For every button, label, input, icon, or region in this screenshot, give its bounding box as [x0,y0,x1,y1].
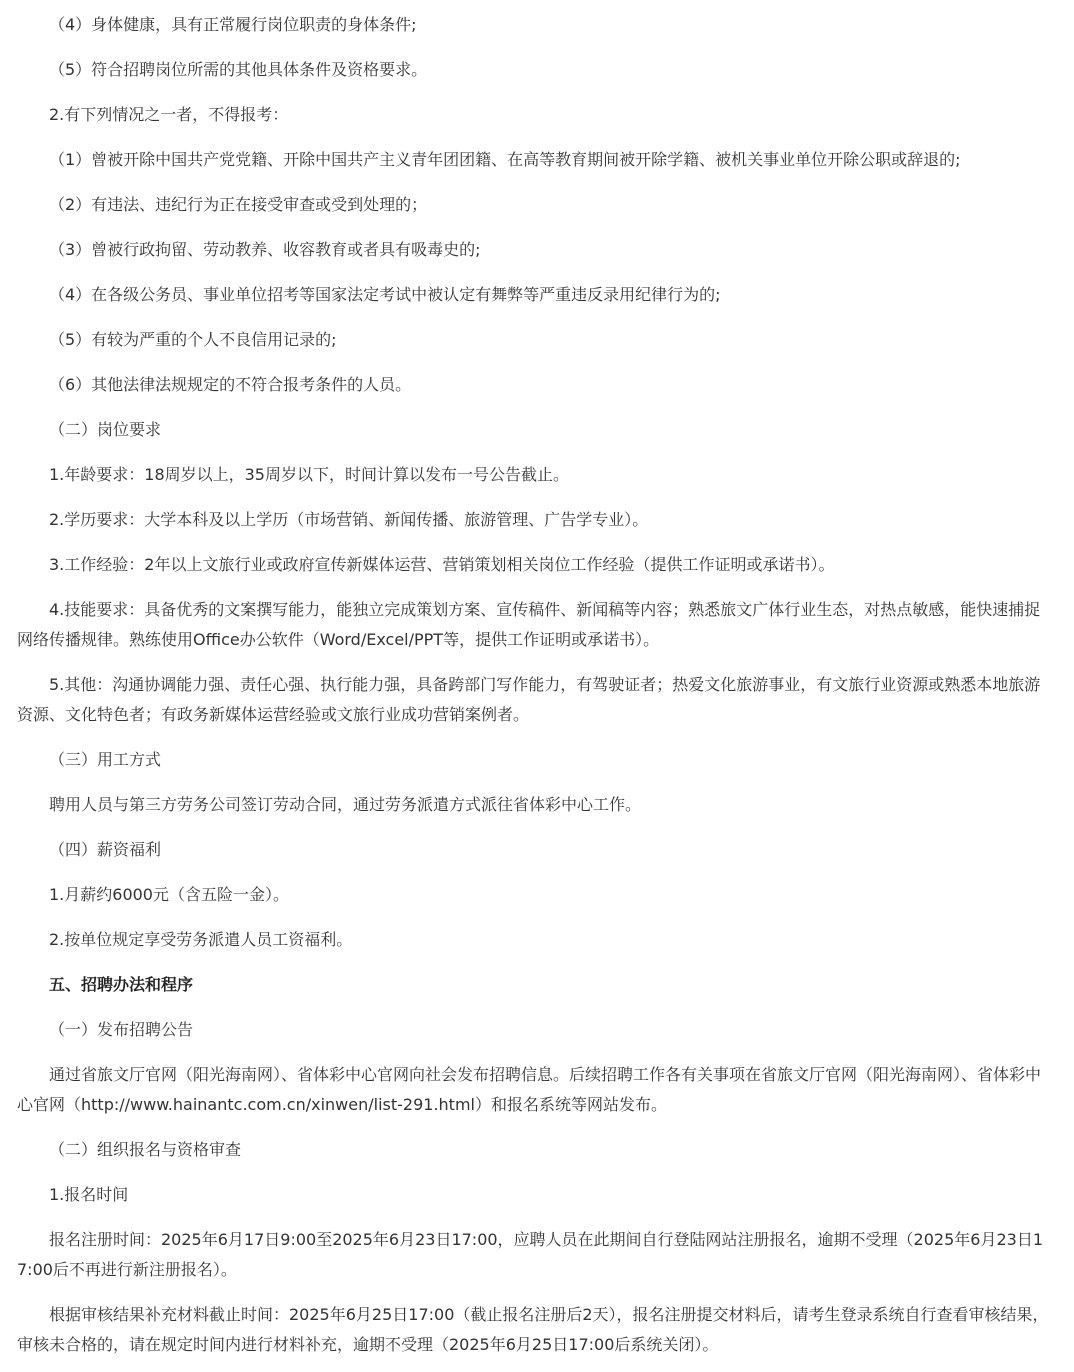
disqualification-item-2: （2）有违法、违纪行为正在接受审查或受到处理的； [49,195,428,214]
subsection-registration-review: （二）组织报名与资格审查 [49,1140,242,1159]
requirement-health: （4）身体健康，具有正常履行岗位职责的身体条件; [49,15,417,34]
requirement-skills: 4.技能要求：具备优秀的文案撰写能力，能独立完成策划方案、宣传稿件、新闻稿等内容；熟悉旅文广体行业生态，对热点敏感，能快速捕捉网络传播规律。熟练使用Office办公软件（Word/Excel/PPT等，提供工作证明或承诺书）。 [17,600,1041,649]
disqualification-item-6: （6）其他法律法规规定的不符合报考条件的人员。 [49,375,412,394]
requirement-age: 1.年龄要求：18周岁以上，35周岁以下，时间计算以发布一号公告截止。 [49,465,569,484]
salary-benefits: 2.按单位规定享受劳务派遣人员工资福利。 [49,930,353,949]
section-recruitment-procedure: 五、招聘办法和程序 [49,975,194,994]
subsection-publish-notice: （一）发布招聘公告 [49,1020,194,1039]
registration-time-text: 报名注册时间：2025年6月17日9:00至2025年6月23日17:00，应聘人员在此期间自行登陆网站注册报名，逾期不受理（2025年6月23日17:00后不再进行新注册报名）。 [17,1230,1043,1279]
registration-time-heading: 1.报名时间 [49,1185,129,1204]
salary-monthly: 1.月薪约6000元（含五险一金）。 [49,885,289,904]
disqualification-item-5: （5）有较为严重的个人不良信用记录的; [49,330,337,349]
disqualification-item-4: （4）在各级公务员、事业单位招考等国家法定考试中被认定有舞弊等严重违反录用纪律行为的; [49,285,721,304]
publish-notice-text: 通过省旅文厅官网（阳光海南网）、省体彩中心官网向社会发布招聘信息。后续招聘工作各有关事项在省旅文厅官网（阳光海南网）、省体彩中心官网（http://www.hainantc.com.cn/xinwen/list-291.html）和报名系统等网站发布。 [17,1065,1042,1114]
requirement-other-conditions: （5）符合招聘岗位所需的其他具体条件及资格要求。 [49,60,428,79]
supplement-deadline-text: 根据审核结果补充材料截止时间：2025年6月25日17:00（截止报名注册后2天），报名注册提交材料后，请考生登录系统自行查看审核结果，审核未合格的，请在规定时间内进行材料补充，逾期不受理（2025年6月25日17:00后系统关闭）。 [17,1305,1049,1354]
requirement-education: 2.学历要求：大学本科及以上学历（市场营销、新闻传播、旅游管理、广告学专业）。 [49,510,649,529]
requirement-misc: 5.其他：沟通协调能力强、责任心强、执行能力强，具备跨部门写作能力，有驾驶证者；热爱文化旅游事业，有文旅行业资源或熟悉本地旅游资源、文化特色者；有政务新媒体运营经验或文旅行业成功营销案例者。 [17,675,1041,724]
section-employment-method: （三）用工方式 [49,750,162,769]
disqualification-item-1: （1）曾被开除中国共产党党籍、开除中国共产主义青年团团籍、在高等教育期间被开除学籍、被机关事业单位开除公职或辞退的; [49,150,961,169]
disqualification-heading: 2.有下列情况之一者，不得报考： [49,105,289,124]
disqualification-item-3: （3）曾被行政拘留、劳动教养、收容教育或者具有吸毒史的; [49,240,481,259]
requirement-experience: 3.工作经验：2年以上文旅行业或政府宣传新媒体运营、营销策划相关岗位工作经验（提供工作证明或承诺书）。 [49,555,835,574]
section-job-requirements: （二）岗位要求 [49,420,162,439]
section-salary: （四）薪资福利 [49,840,162,859]
employment-method-text: 聘用人员与第三方劳务公司签订劳动合同，通过劳务派遣方式派往省体彩中心工作。 [49,795,642,814]
